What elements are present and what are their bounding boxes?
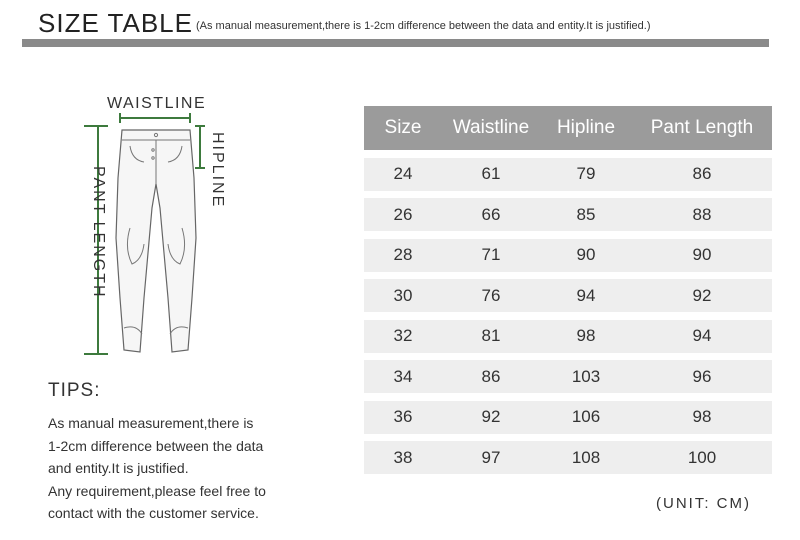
tips-line: As manual measurement,there is [48, 415, 254, 431]
table-row [364, 198, 772, 231]
cell-size: 26 [393, 204, 413, 224]
cell-hipline: 98 [576, 326, 596, 345]
cell-waistline: 71 [481, 245, 501, 264]
cell-waistline: 81 [481, 326, 501, 345]
table-row [364, 360, 772, 393]
cell-size: 30 [393, 285, 413, 305]
title-divider [22, 39, 769, 47]
cell-size: 36 [393, 407, 413, 426]
cell-waistline: 86 [481, 366, 501, 386]
cell-size: 32 [393, 326, 413, 345]
page-subtitle: (As manual measurement,there is 1-2cm difference between the data and entity.It is justified.) [196, 20, 651, 32]
cell-hipline: 103 [571, 366, 601, 386]
cell-pant-length: 94 [692, 326, 712, 345]
hipline-label: HIPLINE [209, 132, 226, 209]
header-pant-length: Pant Length [650, 117, 754, 138]
cell-size: 24 [393, 164, 413, 183]
tips-text [48, 412, 298, 525]
cell-pant-length: 86 [692, 164, 712, 183]
cell-waistline: 66 [481, 204, 501, 224]
cell-hipline: 85 [576, 204, 596, 224]
table-row [364, 320, 772, 353]
table-row [364, 158, 772, 191]
cell-pant-length: 96 [692, 366, 712, 386]
unit-note: (UNIT: CM) [656, 495, 751, 512]
cell-hipline: 106 [571, 407, 601, 426]
header-size: Size [384, 117, 422, 138]
table-row [364, 279, 772, 312]
table-row [364, 239, 772, 272]
cell-size: 28 [393, 245, 413, 264]
cell-hipline: 108 [571, 447, 601, 467]
table-header [364, 106, 772, 150]
cell-pant-length: 98 [692, 407, 712, 426]
cell-hipline: 79 [576, 164, 596, 183]
tips-line: contact with the customer service. [48, 505, 259, 521]
cell-pant-length: 92 [692, 285, 712, 305]
table-row [364, 401, 772, 434]
tips-line: 1-2cm difference between the data [48, 437, 264, 454]
size-table [364, 106, 772, 474]
cell-waistline: 97 [481, 447, 501, 467]
cell-size: 34 [393, 366, 413, 386]
cell-hipline: 90 [576, 245, 596, 264]
tips-heading: TIPS: [48, 380, 101, 401]
header-hipline: Hipline [556, 117, 616, 138]
cell-waistline: 61 [481, 164, 501, 183]
cell-pant-length: 100 [687, 447, 717, 467]
cell-waistline: 92 [481, 407, 501, 426]
cell-waistline: 76 [481, 285, 501, 305]
tips-line: and entity.It is justified. [48, 460, 189, 476]
tips-line: Any requirement,please feel free to [48, 482, 266, 499]
cell-pant-length: 88 [692, 204, 712, 224]
cell-pant-length: 90 [692, 245, 712, 264]
cell-size: 38 [393, 447, 413, 467]
cell-hipline: 94 [576, 285, 596, 305]
pant-length-label: PANT LENGTH [90, 166, 107, 299]
page-title: SIZE TABLE [38, 8, 193, 38]
table-row [364, 441, 772, 474]
header-waistline: Waistline [452, 117, 530, 138]
waistline-label: WAISTLINE [107, 95, 207, 112]
